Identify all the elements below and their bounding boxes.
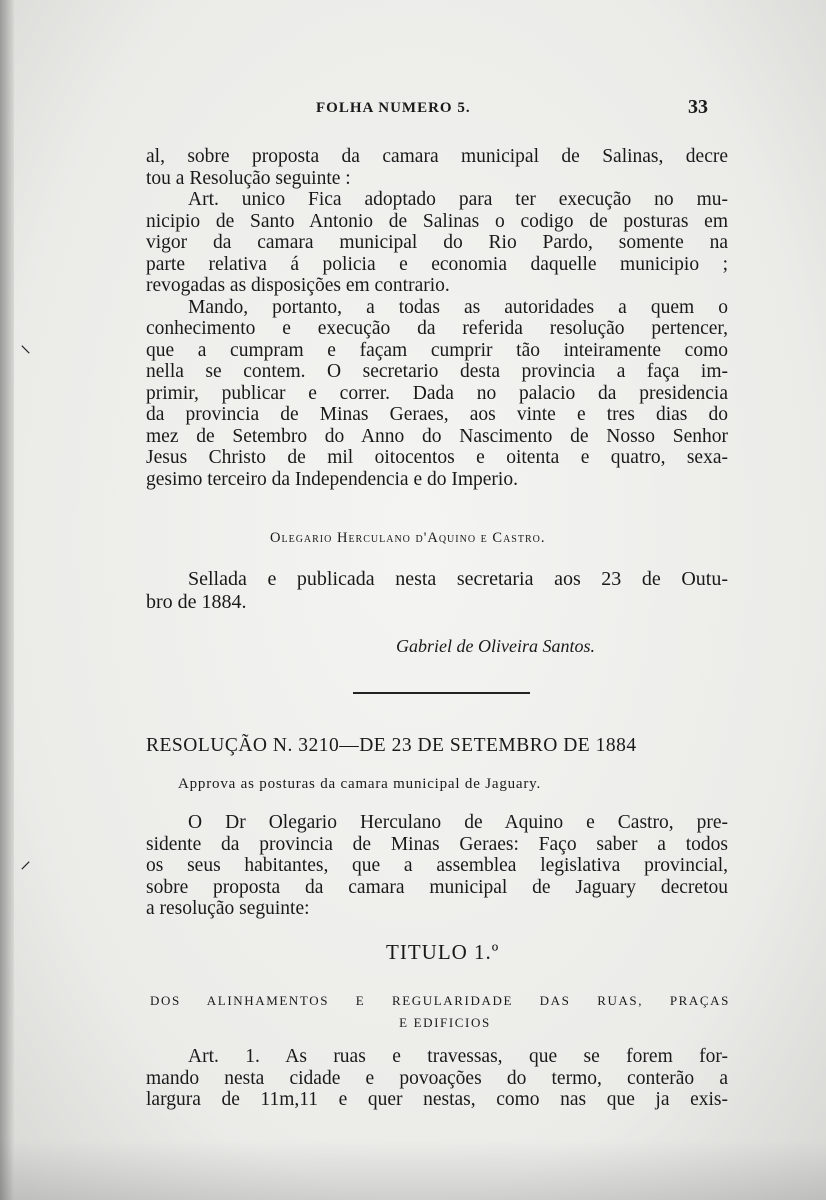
secretary-signature: Gabriel de Oliveira Santos. [396,636,595,656]
text-line: sidente da provincia de Minas Geraes: Faço saber a todos [146,833,728,855]
text-line: vigor da camara municipal do Rio Pardo, somente na [146,232,728,253]
text-line: Mando, portanto, a todas as autoridades a quem o [188,296,728,318]
text-line: Sellada e publicada nesta secretaria aos 23 de Outu- [188,568,728,590]
text-line: gesimo terceiro da Independencia e do Imperio. [146,468,518,490]
section-heading [150,990,730,1034]
text-line: nicipio de Santo Antonio de Salinas o codigo de posturas em [146,210,728,232]
article-text [146,1046,728,1111]
page-left-edge-shadow [0,0,14,1200]
text-line: conhecimento e execução da referida resolução pertencer, [146,318,728,339]
decree-text-block [146,146,728,490]
text-line: parte relativa á policia e economia daquelle municipio ; [146,253,728,275]
text-line: al, sobre proposta da camara municipal de Salinas, decre [146,146,728,167]
text-line: Art. 1. As ruas e travessas, que se forem for- [188,1046,728,1067]
margin-mark-upper: ⸌ [20,341,32,366]
text-line: sobre proposta da camara municipal de Jaguary decretou [146,876,728,898]
text-line: O Dr Olegario Herculano de Aquino e Castro, pre- [188,812,728,833]
text-line: tou a Resolução seguinte : [146,167,351,189]
resolution-title: RESOLUÇÃO N. 3210—DE 23 DE SETEMBRO DE 1884 [146,735,637,756]
margin-mark-lower: ⸍ [20,857,32,882]
page-bottom-shadow [0,1140,826,1200]
resolution-preamble [146,812,728,920]
text-line: primir, publicar e correr. Dada no palacio da presidencia [146,382,728,404]
section-divider [353,692,530,694]
text-line: largura de 11m,11 e quer nestas, como nas que ja exis- [146,1089,728,1110]
text-line: revogadas as disposições em contrario. [146,275,450,296]
text-line: da provincia de Minas Geraes, aos vinte e tres dias do [146,404,728,425]
text-line: Jesus Christo de mil oitocentos e oitenta e quatro, sexa- [146,447,728,468]
sealed-notice [146,568,728,614]
text-line: mez de Setembro do Anno do Nascimento de Nosso Senhor [146,425,728,447]
president-signature: Olegario Herculano d'Aquino e Castro. [270,530,546,546]
section-heading-line: DOS ALINHAMENTOS E REGULARIDADE DAS RUAS, PRAÇAS [150,993,730,1008]
text-line: nella se contem. O secretario desta provincia a faça im- [146,361,728,382]
page-header [148,96,708,124]
page-number: 33 [688,96,708,118]
text-line: os seus habitantes, que a assemblea legislativa provincial, [146,855,728,876]
titulo-heading: TITULO 1.º [386,940,500,964]
text-line: Art. unico Fica adoptado para ter execução no mu- [188,189,728,210]
text-line: mando nesta cidade e povoações do termo, conterão a [146,1067,728,1089]
text-line: a resolução seguinte: [146,898,310,919]
resolution-subtitle: Approva as posturas da camara municipal de Jaguary. [178,776,542,792]
running-title: FOLHA NUMERO 5. [316,100,471,116]
text-line: que a cumpram e façam cumprir tão inteiramente como [146,339,728,361]
section-heading-line: E EDIFICIOS [399,1015,491,1030]
text-line: bro de 1884. [146,591,247,613]
